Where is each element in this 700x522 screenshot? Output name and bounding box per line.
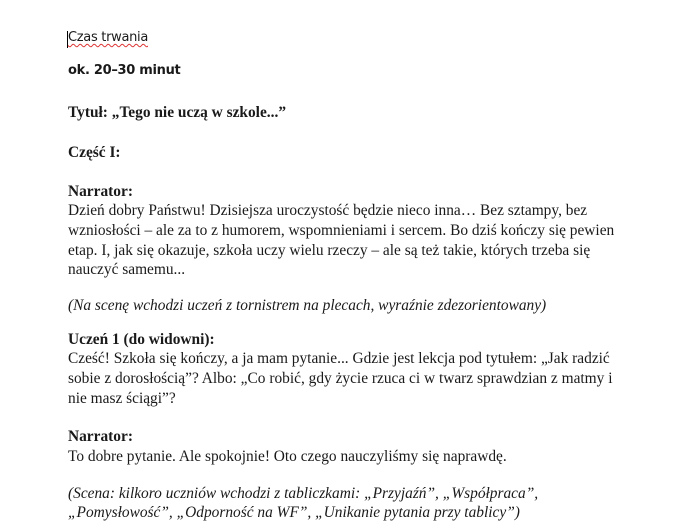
dialogue-line: Cześć! Szkoła się kończy, a ja mam pytanie... Gdzie jest lekcja pod tytułem: „Jak radzić [68,350,610,367]
speaker-student-1: Uczeń 1 (do widowni): [68,331,215,348]
speaker-narrator: Narrator: [68,183,133,200]
dialogue-line: wzniosłości – ale za to z humorem, wspomnieniami i sercem. Bo dziś kończy się pewien [68,222,615,239]
dialogue-line: sobie z dorosłością”? Albo: „Co robić, gdy życie rzuca ci w twarz sprawdzian z matmy i [68,370,613,387]
dialogue-line: nie masz ściągi”? [68,390,176,407]
stage-direction: (Na scenę wchodzi uczeń z tornistrem na plecach, wyraźnie zdezorientowany) [68,297,547,314]
dialogue-line: nauczyć samemu... [68,261,186,278]
part-heading: Część I: [68,144,121,161]
speaker-narrator: Narrator: [68,428,133,445]
stage-direction: (Scena: kilkoro uczniów wchodzi z tabliczkami: „Przyjaźń”, „Współpraca”, [68,485,539,502]
stage-direction: „Pomysłowość”, „Odporność na WF”, „Unikanie pytania przy tablicy”) [68,504,520,521]
duration-value: ok. 20–30 minut [68,63,181,78]
duration-label-text: Czas trwania [68,30,149,45]
dialogue-line: etap. I, jak się okazuje, szkoła uczy wielu rzeczy – ale są też takie, których trzeba się [68,242,591,259]
dialogue-line: To dobre pytanie. Ale spokojnie! Oto czego nauczyliśmy się naprawdę. [68,448,507,465]
script-title: Tytuł: „Tego nie uczą w szkole...” [68,104,287,121]
dialogue-line: Dzień dobry Państwu! Dzisiejsza uroczystość będzie nieco inna… Bez sztampy, bez [68,202,588,219]
duration-label [68,30,148,45]
